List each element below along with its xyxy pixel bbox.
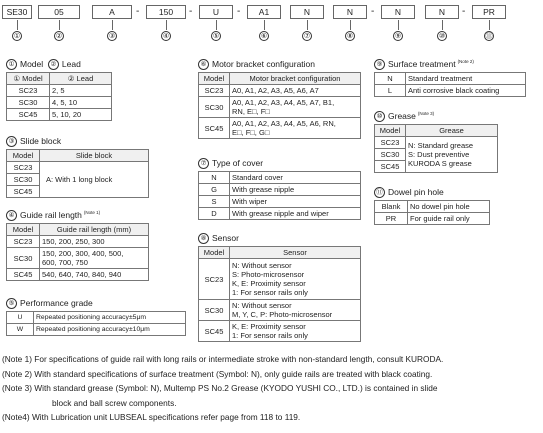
marker-7: ⑦ <box>303 33 311 40</box>
note-4: (Note4) With Lubrication unit LUBSEAL specifications refer page from 118 to 119. <box>2 412 301 422</box>
code-separator: - <box>237 6 241 17</box>
code-box-performance: U <box>199 5 233 19</box>
code-box-grease: N <box>425 5 459 19</box>
code-box-motor-bracket: A1 <box>247 5 281 19</box>
table-row: Blank No dowel pin hole <box>375 201 490 213</box>
marker-2: ② <box>55 33 63 40</box>
performance-title: ⑤ Performance grade <box>6 298 93 309</box>
sensor-title: ⑧ Sensor <box>198 233 239 244</box>
table-row: SC45 <box>7 186 149 198</box>
table-row: L Anti corrosive black coating <box>375 85 526 97</box>
guide-rail-table: Model Guide rail length (mm) SC23 150, 200, 250, 300 SC30 150, 200, 300, 400, 500, 600, 700, 750 SC45 540, 640, 740, 840, 940 <box>6 223 149 281</box>
performance-table <box>6 311 186 336</box>
code-separator: - <box>136 6 140 17</box>
table-row: G With grease nipple <box>199 184 361 196</box>
code-separator: - <box>462 6 466 17</box>
marker-8: ⑧ <box>346 33 354 40</box>
slide-block-title: ③ Slide block <box>6 136 61 147</box>
code-separator: - <box>371 6 375 17</box>
slide-block-table: Model Slide block SC23 A: With 1 long block SC30 SC45 <box>6 149 149 198</box>
table-row: SC30 N: Without sensor M, Y, C, P: Photo-microsensor <box>199 300 361 321</box>
cover-title: ⑦ Type of cover <box>198 158 263 169</box>
code-box-cover: N <box>290 5 324 19</box>
table-row: SC45 <box>375 161 498 173</box>
table-row: SC30 4, 5, 10 <box>7 97 112 109</box>
model-lead-title: ① Model ② Lead <box>6 59 81 70</box>
code-box-series: SE30 <box>2 5 32 19</box>
motor-bracket-title: ⑥ Motor bracket configuration <box>198 59 315 70</box>
note-3-continued: block and ball screw components. <box>52 397 177 408</box>
model-lead-table: ① Model ② Lead SC23 2, 5 SC30 4, 5, 10 SC45 5, 10, 20 <box>6 72 112 121</box>
notes <box>2 352 540 425</box>
table-row: S With wiper <box>199 196 361 208</box>
marker-10: ⑩ <box>438 33 446 40</box>
cover-table <box>198 171 361 220</box>
note-3: (Note 3) With standard grease (Symbol: N), Multemp PS No.2 Grease (KYODO YUSHI CO., LTD.) is contained in slide <box>2 383 438 393</box>
table-row: SC23 A0, A1, A2, A3, A5, A6, A7 <box>199 85 361 97</box>
table-row: PR For guide rail only <box>375 213 490 225</box>
table-row: D With grease nipple and wiper <box>199 208 361 220</box>
table-row: SC30 <box>375 149 498 161</box>
table-row: U Repeated positioning accuracy±5μm <box>7 312 186 324</box>
sensor-table: Model Sensor SC23 N: Without sensor S: Photo-microsensor K, E: Proximity sensor 1: For sensor rails only SC30 N: Without sensor M, Y, C, P: Photo-microsensor SC45 K, E: Proximity sensor 1: For sensor rails only <box>198 246 361 342</box>
marker-5: ⑤ <box>212 33 220 40</box>
table-row: N Standard cover <box>199 172 361 184</box>
motor-bracket-table: Model Motor bracket configuration SC23 A0, A1, A2, A3, A5, A6, A7 SC30 A0, A1, A2, A3, A4, A5, A7, B1, RN, E□, F□ SC45 A0, A1, A2, A3, A4, A5, A6, RN, E□, F□, G□ <box>198 72 361 139</box>
code-box-slide-block: A <box>92 5 132 19</box>
table-row: SC23 N: Standard grease S: Dust preventive KURODA S grease <box>375 137 498 149</box>
marker-9: ⑨ <box>394 33 402 40</box>
table-row: SC45 540, 640, 740, 840, 940 <box>7 269 149 281</box>
code-box-sensor: N <box>333 5 367 19</box>
marker-3: ③ <box>108 33 116 40</box>
table-row: SC30 <box>7 174 149 186</box>
grease-table: Model Grease SC23 N: Standard grease S: Dust preventive KURODA S grease SC30 SC45 <box>374 124 498 173</box>
dowel-title: ⑪ Dowel pin hole <box>374 187 444 198</box>
marker-1: ① <box>13 33 21 40</box>
table-row: SC45 K, E: Proximity sensor 1: For sensor rails only <box>199 321 361 342</box>
table-row: SC23 N: Without sensor S: Photo-microsensor K, E: Proximity sensor 1: For sensor rails only <box>199 259 361 300</box>
table-row: N Standard treatment <box>375 73 526 85</box>
note-1: (Note 1) For specifications of guide rail with long rails or intermediate stroke with non-standard length, consult KURODA. <box>2 354 444 364</box>
surface-title: ⑨ Surface treatment $^{(Note 2)}$ <box>374 59 474 70</box>
marker-4: ④ <box>162 33 170 40</box>
code-box-surface: N <box>381 5 415 19</box>
surface-table <box>374 72 526 97</box>
table-row: SC30 A0, A1, A2, A3, A4, A5, A7, B1, RN, E□, F□ <box>199 97 361 118</box>
table-row: SC45 A0, A1, A2, A3, A4, A5, A6, RN, E□, F□, G□ <box>199 118 361 139</box>
table-row: SC23 150, 200, 250, 300 <box>7 236 149 248</box>
table-row: SC30 150, 200, 300, 400, 500, 600, 700, 750 <box>7 248 149 269</box>
marker-11: ⑪ <box>485 33 493 40</box>
marker-6: ⑥ <box>260 33 268 40</box>
code-separator: - <box>189 6 193 17</box>
table-row: SC23 2, 5 <box>7 85 112 97</box>
code-box-rail-length: 150 <box>146 5 186 19</box>
guide-rail-title: ④ Guide rail length $^{(Note 1)}$ <box>6 210 100 221</box>
code-box-dowel: PR <box>472 5 506 19</box>
dowel-table <box>374 200 490 225</box>
table-row: W Repeated positioning accuracy±10μm <box>7 324 186 336</box>
note-2: (Note 2) With standard specifications of surface treatment (Symbol: N), only guide rails are treated with black coating. <box>2 368 433 379</box>
code-box-lead: 05 <box>38 5 80 19</box>
table-row: SC45 5, 10, 20 <box>7 109 112 121</box>
table-row: SC23 A: With 1 long block <box>7 162 149 174</box>
grease-title: ⑩ Grease $^{(Note 3)}$ <box>374 111 434 122</box>
